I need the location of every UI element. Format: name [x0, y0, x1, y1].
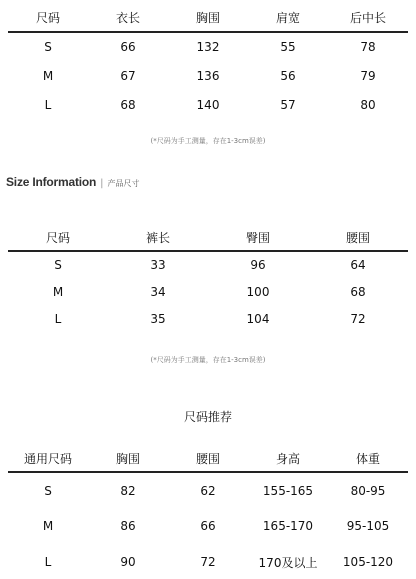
header-weight: 体重 [355, 452, 380, 466]
top-size-table [8, 4, 408, 119]
cell: 155-165 [262, 483, 314, 498]
cell: S [44, 483, 52, 498]
cell: 64 [350, 258, 366, 272]
cell: L [44, 97, 52, 112]
header-chest: 胸围 [115, 452, 140, 466]
cell: L [54, 311, 62, 326]
cell: S [44, 40, 52, 54]
cell: 90 [120, 555, 136, 569]
cell: 95-105 [346, 519, 390, 533]
cell: 56 [280, 68, 296, 83]
size-information-title: Size Information [6, 175, 97, 189]
cell: M [52, 284, 64, 299]
cell: 72 [200, 555, 216, 569]
cell: 57 [280, 97, 296, 112]
cell: 165-170 [262, 519, 314, 533]
size-information-heading [6, 175, 140, 189]
cell: 78 [360, 40, 376, 54]
measurement-note: (*尺码为手工测量，存在1-3cm误差) [150, 356, 266, 364]
header-length: 衣长 [115, 11, 140, 25]
table-row [8, 90, 408, 119]
header-height: 身高 [275, 452, 300, 466]
cell: S [54, 258, 62, 272]
cell: M [42, 519, 54, 533]
cell: M [42, 68, 54, 83]
table-row [8, 278, 408, 305]
size-recommendation-title: 尺码推荐 [183, 410, 232, 424]
cell: 86 [120, 519, 136, 533]
table-row [8, 508, 408, 544]
header-pants-length: 裤长 [145, 231, 170, 245]
header-size: 尺码 [35, 11, 60, 25]
cell: 82 [120, 483, 136, 498]
header-waist: 腰围 [195, 452, 220, 466]
table-row [8, 61, 408, 90]
cell: 33 [150, 258, 166, 272]
cell: 66 [200, 519, 216, 533]
header-chest: 胸围 [195, 11, 220, 25]
cell: 55 [280, 40, 296, 54]
table-row [8, 32, 408, 61]
cell: 140 [196, 97, 220, 112]
header-hip: 臀围 [245, 231, 270, 245]
cell: 34 [150, 284, 166, 299]
cell: 136 [196, 68, 220, 83]
table-row [8, 544, 408, 579]
bottom-size-table [8, 225, 408, 332]
table-header-row [8, 4, 408, 32]
cell: 170及以上 [258, 555, 318, 570]
header-back-length: 后中长 [349, 11, 386, 25]
cell: 67 [120, 68, 136, 83]
cell: 68 [350, 284, 366, 299]
table-header-row [8, 225, 408, 251]
cell: 66 [120, 40, 136, 54]
heading-divider: | [100, 178, 104, 189]
table-row [8, 305, 408, 332]
measurement-note: (*尺码为手工测量，存在1-3cm误差) [150, 137, 266, 145]
cell: 72 [350, 311, 366, 326]
cell: 80 [360, 97, 376, 112]
cell: 104 [246, 311, 270, 326]
size-recommendation-table [8, 446, 408, 579]
cell: L [44, 555, 52, 569]
table-header-row [8, 446, 408, 472]
size-information-subtitle: 产品尺寸 [107, 179, 140, 188]
header-waist: 腰围 [345, 231, 370, 245]
cell: 96 [250, 258, 266, 272]
cell: 79 [360, 68, 376, 83]
header-size: 尺码 [45, 231, 70, 245]
cell: 105-120 [342, 555, 394, 569]
header-shoulder: 肩宽 [275, 11, 300, 25]
table-row [8, 472, 408, 508]
cell: 62 [200, 483, 216, 498]
cell: 35 [150, 311, 166, 326]
table-row [8, 251, 408, 278]
cell: 132 [196, 40, 220, 54]
cell: 100 [246, 284, 270, 299]
header-standard-size: 通用尺码 [23, 452, 72, 466]
cell: 68 [120, 97, 136, 112]
cell: 80-95 [350, 483, 386, 498]
